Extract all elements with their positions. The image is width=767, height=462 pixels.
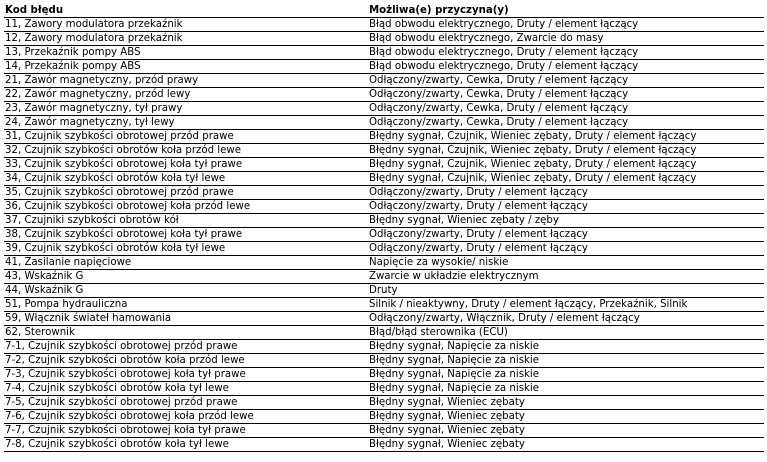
possible-cause-cell: Błędny sygnał, Wieniec zębaty — [368, 424, 764, 438]
error-code-cell: 31, Czujnik szybkości obrotowej przód prawe — [4, 130, 368, 144]
possible-cause-cell: Silnik / nieaktywny, Druty / element łączący, Przekaźnik, Silnik — [368, 298, 764, 312]
error-code-cell: 7-4, Czujnik szybkości obrotów koła tył lewe — [4, 382, 368, 396]
table-row — [4, 214, 764, 228]
possible-cause-cell: Błąd obwodu elektrycznego, Druty / element łączący — [368, 46, 764, 60]
table-row — [4, 340, 764, 354]
table-row — [4, 130, 764, 144]
table-row — [4, 270, 764, 284]
error-code-cell: 38, Czujnik szybkości obrotowej koła tył prawe — [4, 228, 368, 242]
error-code-cell: 34, Czujnik szybkości obrotów koła tył lewe — [4, 172, 368, 186]
table-row — [4, 382, 764, 396]
table-row — [4, 438, 764, 452]
table-row — [4, 32, 764, 46]
error-code-cell: 33, Czujnik szybkości obrotowej koła tył prawe — [4, 158, 368, 172]
possible-cause-cell: Błędny sygnał, Wieniec zębaty — [368, 438, 764, 452]
table-row — [4, 18, 764, 32]
possible-cause-cell: Błędny sygnał, Napięcie za niskie — [368, 340, 764, 354]
error-code-table — [4, 2, 764, 452]
error-code-cell: 7-8, Czujnik szybkości obrotów koła tył lewe — [4, 438, 368, 452]
error-code-cell: 51, Pompa hydrauliczna — [4, 298, 368, 312]
table-row — [4, 256, 764, 270]
table-row — [4, 102, 764, 116]
error-code-cell: 43, Wskaźnik G — [4, 270, 368, 284]
table-row — [4, 228, 764, 242]
header-possible-cause: Możliwa(e) przyczyna(y) — [368, 2, 764, 18]
error-code-cell: 37, Czujniki szybkości obrotów kół — [4, 214, 368, 228]
error-code-cell: 23, Zawór magnetyczny, tył prawy — [4, 102, 368, 116]
error-code-cell: 32, Czujnik szybkości obrotów koła przód lewe — [4, 144, 368, 158]
table-row — [4, 116, 764, 130]
possible-cause-cell: Błędny sygnał, Czujnik, Wieniec zębaty, Druty / element łączący — [368, 144, 764, 158]
table-row — [4, 326, 764, 340]
error-code-cell: 11, Zawory modulatora przekaźnik — [4, 18, 368, 32]
possible-cause-cell: Błąd/błąd sterownika (ECU) — [368, 326, 764, 340]
error-code-cell: 7-7, Czujnik szybkości obrotowej koła tył prawe — [4, 424, 368, 438]
error-code-cell: 7-5, Czujnik szybkości obrotowej przód prawe — [4, 396, 368, 410]
error-code-cell: 7-2, Czujnik szybkości obrotów koła przód lewe — [4, 354, 368, 368]
table-body — [4, 18, 764, 452]
table-row — [4, 88, 764, 102]
table-row — [4, 60, 764, 74]
possible-cause-cell: Błędny sygnał, Wieniec zębaty / zęby — [368, 214, 764, 228]
table-row — [4, 172, 764, 186]
possible-cause-cell: Błąd obwodu elektrycznego, Druty / element łączący — [368, 60, 764, 74]
error-code-cell: 14, Przekaźnik pompy ABS — [4, 60, 368, 74]
table-row — [4, 284, 764, 298]
possible-cause-cell: Odłączony/zwarty, Cewka, Druty / element łączący — [368, 116, 764, 130]
error-code-cell: 13, Przekaźnik pompy ABS — [4, 46, 368, 60]
possible-cause-cell: Błąd obwodu elektrycznego, Zwarcie do masy — [368, 32, 764, 46]
table-row — [4, 74, 764, 88]
possible-cause-cell: Błąd obwodu elektrycznego, Druty / element łączący — [368, 18, 764, 32]
possible-cause-cell: Druty — [368, 284, 764, 298]
possible-cause-cell: Odłączony/zwarty, Cewka, Druty / element łączący — [368, 74, 764, 88]
possible-cause-cell: Błędny sygnał, Wieniec zębaty — [368, 396, 764, 410]
possible-cause-cell: Błędny sygnał, Napięcie za niskie — [368, 368, 764, 382]
error-code-cell: 44, Wskaźnik G — [4, 284, 368, 298]
error-code-cell: 24, Zawór magnetyczny, tył lewy — [4, 116, 368, 130]
error-code-cell: 36, Czujnik szybkości obrotowej koła przód lewe — [4, 200, 368, 214]
possible-cause-cell: Odłączony/zwarty, Druty / element łączący — [368, 186, 764, 200]
error-code-cell: 7-3, Czujnik szybkości obrotowej koła tył prawe — [4, 368, 368, 382]
error-code-cell: 7-1, Czujnik szybkości obrotowej przód prawe — [4, 340, 368, 354]
table-row — [4, 312, 764, 326]
error-code-cell: 35, Czujnik szybkości obrotowej przód prawe — [4, 186, 368, 200]
possible-cause-cell: Odłączony/zwarty, Włącznik, Druty / element łączący — [368, 312, 764, 326]
table-row — [4, 396, 764, 410]
error-code-cell: 7-6, Czujnik szybkości obrotowej koła przód lewe — [4, 410, 368, 424]
error-code-cell: 59, Włącznik świateł hamowania — [4, 312, 368, 326]
possible-cause-cell: Błędny sygnał, Napięcie za niskie — [368, 382, 764, 396]
possible-cause-cell: Odłączony/zwarty, Druty / element łączący — [368, 228, 764, 242]
error-code-cell: 21, Zawór magnetyczny, przód prawy — [4, 74, 368, 88]
table-row — [4, 186, 764, 200]
table-row — [4, 242, 764, 256]
table-row — [4, 298, 764, 312]
error-code-cell: 22, Zawór magnetyczny, przód lewy — [4, 88, 368, 102]
possible-cause-cell: Odłączony/zwarty, Druty / element łączący — [368, 242, 764, 256]
possible-cause-cell: Błędny sygnał, Czujnik, Wieniec zębaty, Druty / element łączący — [368, 130, 764, 144]
possible-cause-cell: Odłączony/zwarty, Cewka, Druty / element łączący — [368, 88, 764, 102]
error-code-cell: 41, Zasilanie napięciowe — [4, 256, 368, 270]
possible-cause-cell: Napięcie za wysokie/ niskie — [368, 256, 764, 270]
table-row — [4, 46, 764, 60]
table-row — [4, 158, 764, 172]
possible-cause-cell: Odłączony/zwarty, Cewka, Druty / element łączący — [368, 102, 764, 116]
possible-cause-cell: Błędny sygnał, Czujnik, Wieniec zębaty, Druty / element łączący — [368, 172, 764, 186]
table-row — [4, 200, 764, 214]
table-row — [4, 368, 764, 382]
table-header-row — [4, 2, 764, 18]
header-error-code: Kod błędu — [4, 2, 368, 18]
table-row — [4, 424, 764, 438]
possible-cause-cell: Błędny sygnał, Napięcie za niskie — [368, 354, 764, 368]
error-code-cell: 62, Sterownik — [4, 326, 368, 340]
table-row — [4, 354, 764, 368]
error-code-cell: 12, Zawory modulatora przekaźnik — [4, 32, 368, 46]
possible-cause-cell: Zwarcie w układzie elektrycznym — [368, 270, 764, 284]
error-code-cell: 39, Czujnik szybkości obrotów koła tył lewe — [4, 242, 368, 256]
possible-cause-cell: Odłączony/zwarty, Druty / element łączący — [368, 200, 764, 214]
possible-cause-cell: Błędny sygnał, Czujnik, Wieniec zębaty, Druty / element łączący — [368, 158, 764, 172]
table-row — [4, 410, 764, 424]
possible-cause-cell: Błędny sygnał, Wieniec zębaty — [368, 410, 764, 424]
table-row — [4, 144, 764, 158]
